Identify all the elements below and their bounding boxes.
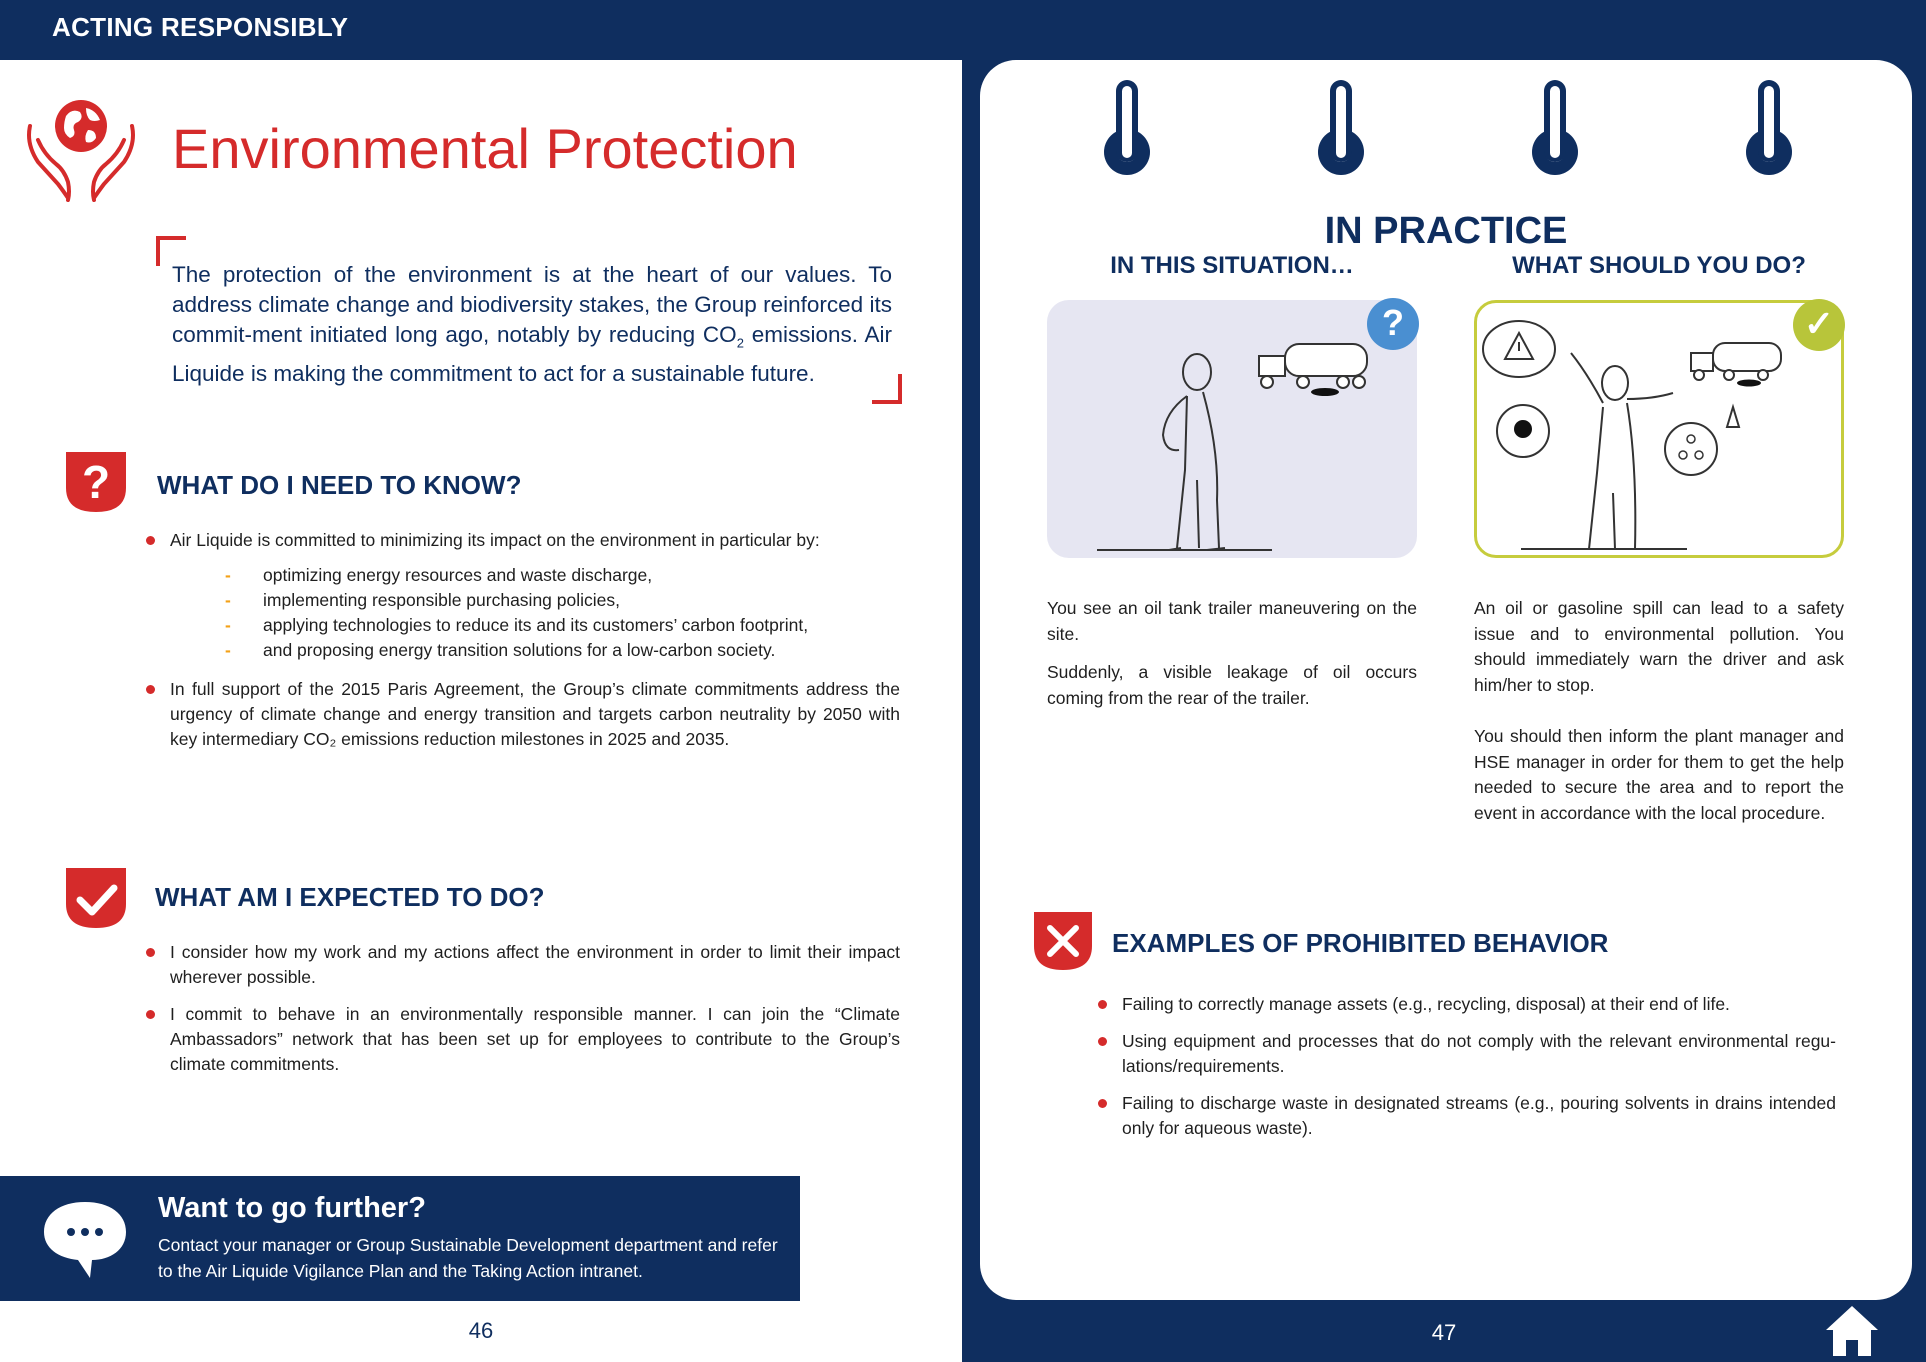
page-title: Environmental Protection <box>172 117 798 180</box>
x-shield-icon <box>1030 908 1096 974</box>
list-item: Air Liquide is committed to minimizing its impact on the environment in particular by: - optimizing energy resources and waste discharge, - implementing responsible purchasing policies, - applying technologies to reduce its and its customers’ carbon footprint, - and proposing energy transition solutions for a low-carbon society. <box>144 528 900 663</box>
question-shield-icon <box>62 448 130 516</box>
action-heading: WHAT SHOULD YOU DO? <box>1512 252 1806 279</box>
page-number: 46 <box>468 1318 494 1343</box>
svg-text:?: ? <box>81 456 111 508</box>
right-page <box>962 0 1926 1362</box>
list-item: In full support of the 2015 Paris Agreement, the Group’s climate commitments address the urgency of climate change and energy transition and targets carbon neutrality by 2050 with key intermediary CO₂ emissions reduction milestones in 2025 and 2035. <box>144 677 900 752</box>
binder-ring-icon <box>1744 80 1794 182</box>
in-practice-title: IN PRACTICE <box>1324 210 1568 252</box>
binder-ring-icon <box>1530 80 1580 182</box>
paragraph: You see an oil tank trailer maneuvering on the site. <box>1047 598 1417 644</box>
expected-heading: WHAT AM I EXPECTED TO DO? <box>155 882 545 912</box>
list-item: Using equipment and processes that do not comply with the relevant environmental regu-lations/requirements. <box>1096 1029 1836 1079</box>
page-number: 47 <box>1431 1320 1457 1345</box>
question-badge-icon: ? <box>1367 298 1419 350</box>
home-icon[interactable] <box>1824 1302 1880 1358</box>
situation-text <box>1047 596 1417 724</box>
prohibited-heading: EXAMPLES OF PROHIBITED BEHAVIOR <box>1112 928 1609 958</box>
top-banner <box>0 0 962 60</box>
binder-ring-icon <box>1102 80 1152 182</box>
check-shield-icon <box>62 864 130 932</box>
further-info-box <box>0 1176 800 1301</box>
situation-illustration <box>1047 300 1417 558</box>
paragraph: Suddenly, a visible leakage of oil occurs coming from the rear of the trailer. <box>1047 662 1417 708</box>
sub-list-item: - implementing responsible purchasing policies, <box>225 588 900 613</box>
check-badge-icon: ✓ <box>1793 299 1845 351</box>
prohibited-list <box>1096 992 1836 1153</box>
know-heading: WHAT DO I NEED TO KNOW? <box>157 470 522 500</box>
intro-text: The protection of the environment is at the heart of our values. To address climate change and biodiversity stakes, the Group reinforced its commit-ment initiated long ago, notably by reducing $CO_2$ emissions. Air Liquide is making the commitment to act for a sustainable future. <box>172 262 893 386</box>
notebook-card <box>980 60 1912 1300</box>
further-title: Want to go further? <box>158 1192 426 1224</box>
further-text: Contact your manager or Group Sustainable Development department and refer to the Air Liquide Vigilance Plan and the Taking Action intranet. <box>158 1235 778 1281</box>
person-alerting-illustration <box>1477 303 1841 555</box>
situation-heading: IN THIS SITUATION… <box>1110 252 1354 279</box>
list-item: Failing to correctly manage assets (e.g., recycling, disposal) at their end of life. <box>1096 992 1836 1017</box>
know-list <box>144 528 900 764</box>
action-illustration <box>1474 300 1844 558</box>
person-watching-truck-illustration <box>1047 300 1417 558</box>
sub-list-item: - optimizing energy resources and waste discharge, <box>225 563 900 588</box>
binder-ring-icon <box>1316 80 1366 182</box>
section-label: ACTING RESPONSIBLY <box>52 12 349 42</box>
list-item: I commit to behave in an environmentally responsible manner. I can join the “Climate Ambassadors” network that has been set up for employees to contribute to the Group’s climate commitments. <box>144 1002 900 1077</box>
sub-list-item: - applying technologies to reduce its and its customers’ carbon footprint, <box>225 613 900 638</box>
expected-list <box>144 940 900 1089</box>
paragraph: You should then inform the plant manager and HSE manager in order for them to get the help needed to secure the area and to report the event in accordance with the local procedure. <box>1474 726 1844 823</box>
intro-quote <box>156 236 902 404</box>
list-item: Failing to discharge waste in designated streams (e.g., pouring solvents in drains intended only for aqueous waste). <box>1096 1091 1836 1141</box>
sub-list-item: - and proposing energy transition solutions for a low-carbon society. <box>225 638 900 663</box>
action-text <box>1474 596 1844 839</box>
speech-bubble-icon <box>40 1198 130 1282</box>
paragraph: An oil or gasoline spill can lead to a safety issue and to environmental pollution. You should immediately warn the driver and ask him/her to stop. <box>1474 598 1844 695</box>
sub-list <box>225 563 900 663</box>
list-item: I consider how my work and my actions affect the environment in order to limit their impact wherever possible. <box>144 940 900 990</box>
hands-globe-icon <box>18 96 144 206</box>
left-page <box>0 0 962 1362</box>
